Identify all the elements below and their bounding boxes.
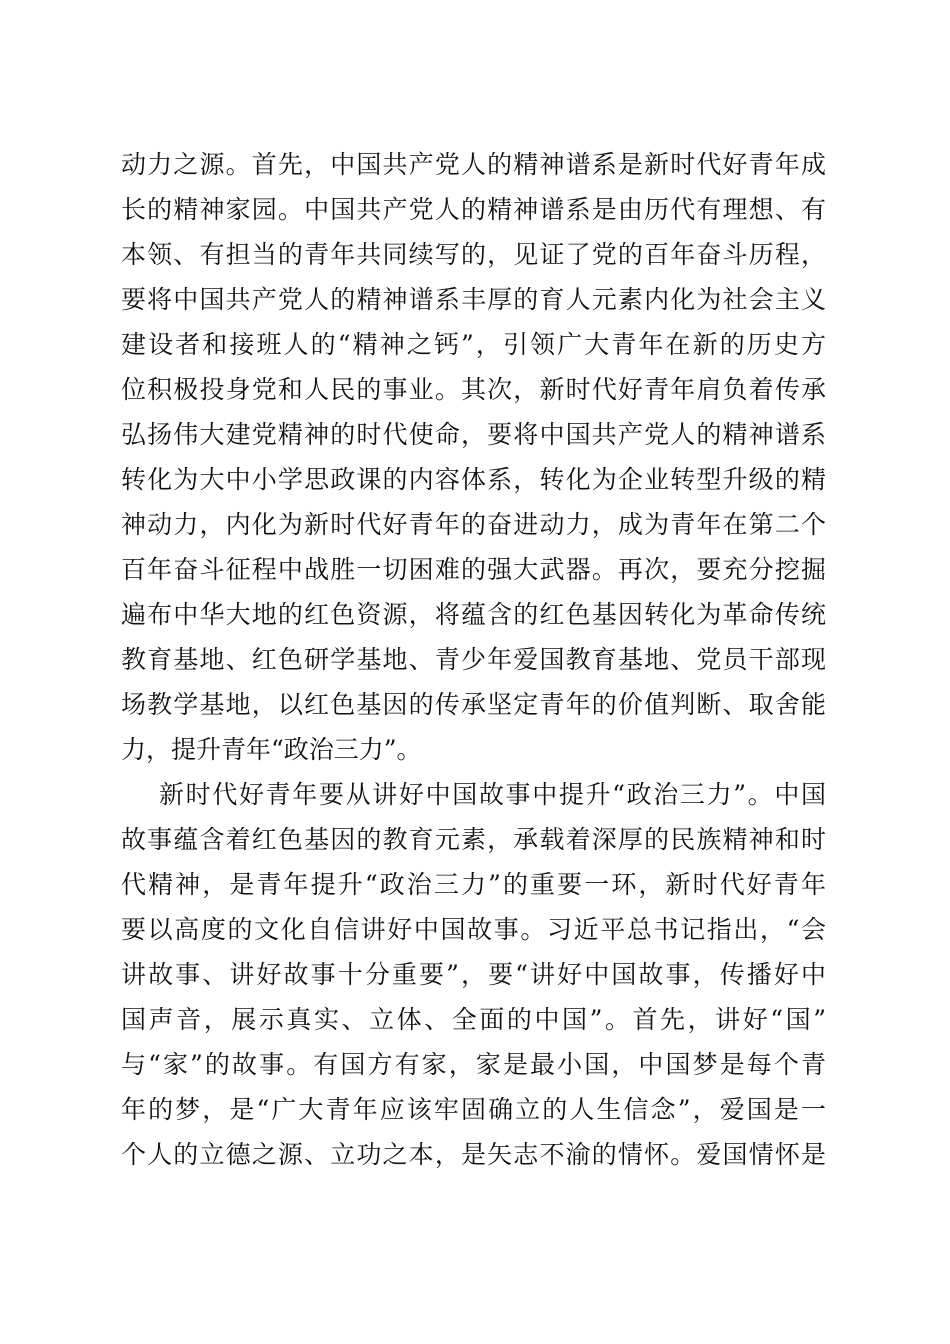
text-line: 动力之源。首先，中国共产党人的精神谱系是新时代好青年成: [121, 150, 826, 179]
paragraph-2: [121, 772, 826, 1177]
text-line: 转化为大中小学思政课的内容体系，转化为企业转型升级的精: [121, 465, 826, 494]
body-text: [121, 142, 826, 1177]
text-line: 力，提升青年“政治三力”。: [121, 735, 422, 764]
text-line: 国声音，展示真实、立体、全面的中国”。首先，讲好“国”: [121, 1005, 826, 1034]
text-line: 与“家”的故事。有国方有家，家是最小国，中国梦是每个青: [121, 1050, 826, 1079]
text-line: 教育基地、红色研学基地、青少年爱国教育基地、党员干部现: [121, 645, 826, 674]
paragraph-1: [121, 142, 826, 772]
text-line: 新时代好青年要从讲好中国故事中提升“政治三力”。中国: [159, 780, 826, 809]
text-line: 位积极投身党和人民的事业。其次，新时代好青年肩负着传承: [121, 375, 826, 404]
text-line: 弘扬伟大建党精神的时代使命，要将中国共产党人的精神谱系: [121, 420, 826, 449]
text-line: 代精神，是青年提升“政治三力”的重要一环，新时代好青年: [121, 870, 826, 899]
text-line: 年的梦，是“广大青年应该牢固确立的人生信念”，爱国是一: [121, 1095, 826, 1124]
text-line: 建设者和接班人的“精神之钙”，引领广大青年在新的历史方: [121, 330, 826, 359]
text-line: 遍布中华大地的红色资源，将蕴含的红色基因转化为革命传统: [121, 600, 826, 629]
text-line: 讲故事、讲好故事十分重要”，要“讲好中国故事，传播好中: [121, 960, 826, 989]
text-line: 神动力，内化为新时代好青年的奋进动力，成为青年在第二个: [121, 510, 826, 539]
text-line: 百年奋斗征程中战胜一切困难的强大武器。再次，要充分挖掘: [121, 555, 826, 584]
text-line: 要将中国共产党人的精神谱系丰厚的育人元素内化为社会主义: [121, 285, 826, 314]
text-line: 长的精神家园。中国共产党人的精神谱系是由历代有理想、有: [121, 195, 826, 224]
text-line: 个人的立德之源、立功之本，是矢志不渝的情怀。爱国情怀是: [121, 1140, 826, 1169]
text-line: 本领、有担当的青年共同续写的，见证了党的百年奋斗历程，: [121, 240, 826, 269]
text-line: 要以高度的文化自信讲好中国故事。习近平总书记指出，“会: [121, 915, 826, 944]
text-line: 故事蕴含着红色基因的教育元素，承载着深厚的民族精神和时: [121, 825, 826, 854]
text-line: 场教学基地，以红色基因的传承坚定青年的价值判断、取舍能: [121, 690, 826, 719]
